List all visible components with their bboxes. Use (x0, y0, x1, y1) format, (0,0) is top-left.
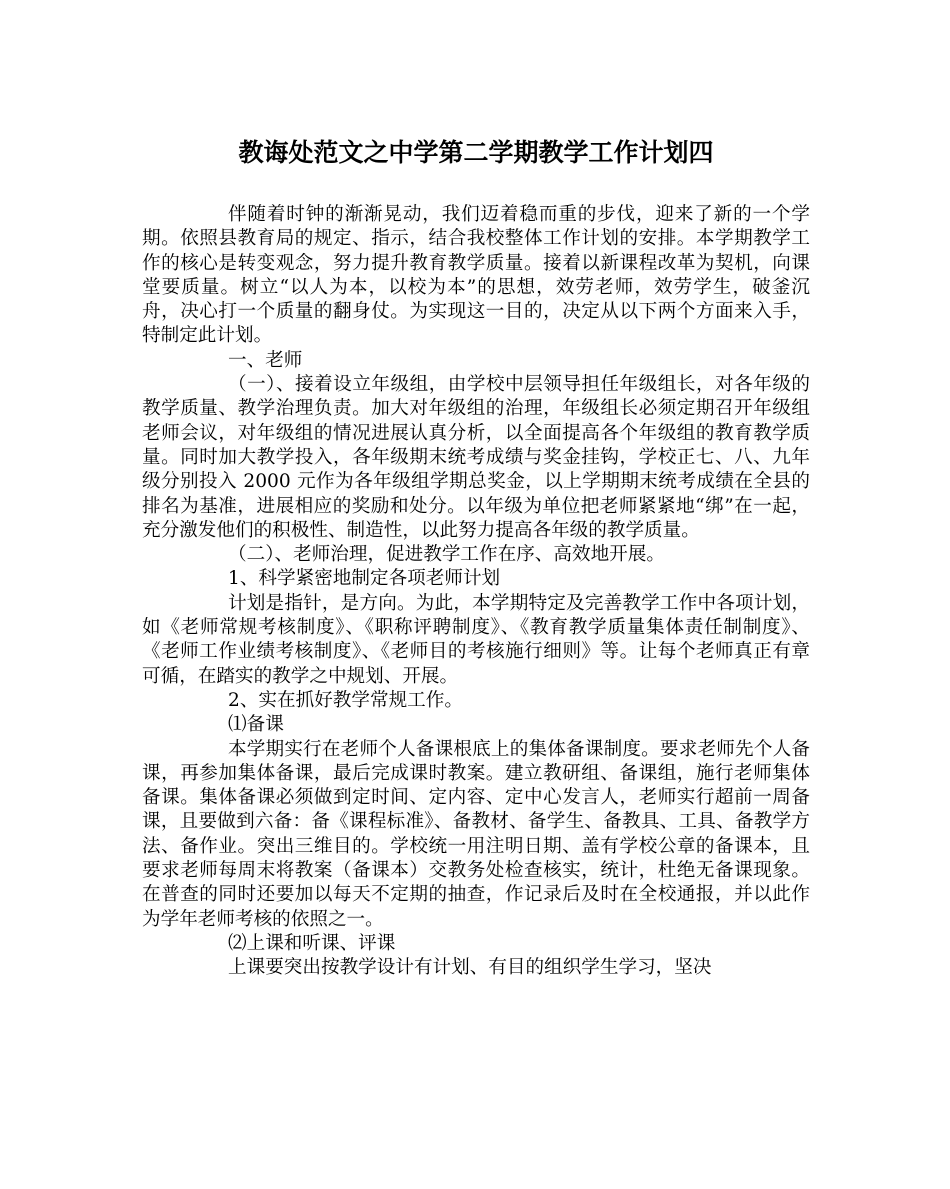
item-heading-routine-work: 2、实在抓好教学常规工作。 (228, 689, 463, 711)
item-heading-class-observation: ⑵上课和听课、评课 (228, 932, 396, 954)
intro-paragraph: 伴随着时钟的渐渐晃动，我们迈着稳而重的步伐，迎来了新的一个学期。依照县教育局的规定、指示，结合我校整体工作计划的安排。本学期教学工作的核心是转变观念，努力提升教育教学质量。接着以新课程改革为契机，向课堂要质量。树立“以人为本，以校为本”的思想，效劳老师，效劳学生，破釜沉舟，决心打一个质量的翻身仗。为实现这一目的，决定从以下两个方面来入手，特制定此计划。 (142, 204, 810, 347)
document-title: 教诲处范文之中学第二学期教学工作计划四 (238, 138, 714, 167)
paragraph-grade-groups: （一）、接着设立年级组，由学校中层领导担任年级组长，对各年级的教学质量、教学治理负责。加大对年级组的治理，年级组长必须定期召开年级组老师会议，对年级组的情况进展认真分析，以全面提高各个年级组的教育教学质量。同时加大教学投入，各年级期末统考成绩与奖金挂钩，学校正七、八、九年级分别投入 2000 元作为各年级组学期总奖金，以上学期期末统考成绩在全县的排名为基准，进展相应的奖励和处分。以年级为单位把老师紧紧地“绑”在一起，充分激发他们的积极性、制造性，以此努力提高各年级的教学质量。 (142, 374, 810, 541)
subheading-teacher-management: （二）、老师治理，促进教学工作在序、高效地开展。 (228, 544, 665, 566)
document-body (142, 203, 810, 981)
paragraph-plans: 计划是指针，是方向。为此，本学期特定及完善教学工作中各项计划，如《老师常规考核制度》、《职称评聘制度》、《教育教学质量集体责任制制度》、《老师工作业绩考核制度》、《老师目的考核施行细则》等。让每个老师真正有章可循，在踏实的教学之中规划、开展。 (142, 592, 810, 687)
section-heading-teachers: 一、老师 (228, 349, 303, 371)
item-heading-plans: 1、科学紧密地制定各项老师计划 (228, 568, 501, 590)
paragraph-class-observation: 上课要突出按教学设计有计划、有目的组织学生学习，坚决 (228, 957, 712, 979)
paragraph-lesson-prep: 本学期实行在老师个人备课根底上的集体备课制度。要求老师先个人备课，再参加集体备课，最后完成课时教案。建立教研组、备课组，施行老师集体备课。集体备课必须做到定时间、定内容、定中心发言人，老师实行超前一周备课，且要做到六备：备《课程标准》、备教材、备学生、备教具、工具、备教学方法、备作业。突出三维目的。学校统一用注明日期、盖有学校公章的备课本，且要求老师每周末将教案（备课本）交教务处检查核实，统计，杜绝无备课现象。在普查的同时还要加以每天不定期的抽查，作记录后及时在全校通报，并以此作为学年老师考核的依照之一。 (142, 738, 810, 930)
document-page (142, 133, 810, 981)
item-heading-lesson-prep: ⑴备课 (228, 714, 284, 736)
